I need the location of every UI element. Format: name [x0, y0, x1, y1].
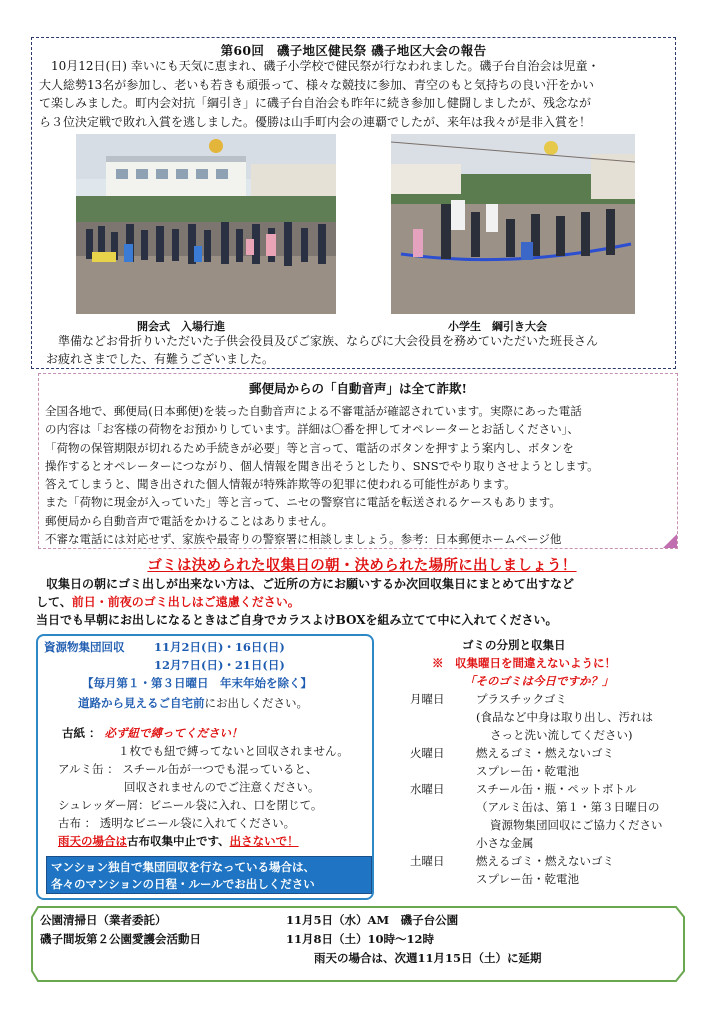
tuesday-item: 燃えるゴミ・燃えないゴミ — [476, 746, 614, 760]
monday-label: 月曜日 — [410, 692, 445, 706]
festival-report-body — [39, 57, 669, 131]
wednesday-note: （アルミ缶は、第１・第３日曜日の — [476, 800, 660, 814]
festival-line: ら３位決定戦で敗れ入賞を逃しました。優勝は山手町内会の連覇でしたが、来年は我々が是非入賞を！ — [39, 114, 592, 129]
mansion-notice-line: 各々のマンションの日程・ルールでお出しください — [51, 877, 315, 891]
aluminum-can-rule: アルミ缶 ： スチール缶が一つでも混っていると、 — [58, 762, 318, 776]
slope-park-label: 磯子間坂第２公園愛護会活動日 — [40, 932, 201, 946]
monday-item: プラスチックゴミ — [476, 692, 567, 706]
thanks-line: お疲れさまでした、有難うございました。 — [46, 351, 275, 366]
schedule-warning: ※ 収集曜日を間違えないように！ — [432, 656, 616, 670]
scam-line: 全国各地で、郵便局(日本郵便)を装った自動音声による不審電話が確認されています。実際にあった電話 — [45, 404, 582, 418]
aluminum-can-detail: 回収されませんのでご注意ください。 — [124, 780, 320, 794]
festival-report-title: 第60回 磯子地区健民祭 磯子地区大会の報告 — [220, 43, 487, 58]
park-activities-section — [30, 905, 686, 983]
slope-park-date: 11月8日（土）10時～12時 — [286, 932, 435, 946]
shredder-rule: シュレッダー屑：ビニール袋に入れ、口を閉じて。 — [58, 798, 323, 812]
festival-line: 大人総勢13名が参加し、老いも若きも頑張って、様々な競技に参加、青空のもと気持ちの良い汗をかい — [39, 77, 595, 92]
festival-line: 10月12日(日) 幸いにも天気に恵まれ、磯子小学校で健民祭が行なわれました。磯子台自治会は児童・ — [39, 59, 600, 73]
schedule-title: ゴミの分別と収集日 — [462, 638, 566, 652]
recycling-dates-november: 11月2日(日)・16日(日) — [154, 640, 285, 654]
do-not-put-out-warning: 出さないで！ — [229, 834, 299, 848]
park-rain-note: 雨天の場合は、次週11月15日（土）に延期 — [314, 951, 542, 965]
tuesday-item: スプレー缶・乾電池 — [476, 764, 580, 778]
garbage-rules-heading: ゴミは決められた収集日の朝・決められた場所に出しましょう！ — [147, 557, 577, 574]
scam-warning-section — [38, 373, 678, 549]
monday-note: さっと洗い流してください) — [490, 728, 633, 742]
scam-warning-body — [45, 402, 671, 548]
rain-prefix: 雨天の場合は — [58, 834, 127, 848]
schedule-question: 「そのゴミは今日ですか？」 — [464, 674, 614, 688]
garbage-rules-body — [36, 575, 704, 629]
saturday-item: スプレー缶・乾電池 — [476, 872, 580, 886]
scam-line: また「荷物に現金が入っていた」等と言って、ニセの警察官に電話を転送されるケースもあります。 — [45, 495, 561, 510]
wednesday-note: 資源物集団回収にご協力ください — [490, 818, 663, 832]
recycling-title: 資源物集団回収 — [44, 640, 125, 654]
garbage-line: 収集日の朝にゴミ出しが出来ない方は、ご近所の方にお願いするか次回収集日にまとめて出すなど — [46, 577, 575, 591]
monday-note: (食品など中身は取り出し、汚れは — [476, 710, 653, 724]
opening-ceremony-photo — [76, 134, 336, 314]
thanks-line: 準備などお骨折りいただいた子供会役員及びご家族、ならびに大会役員を務めていただいた班長さん — [58, 334, 599, 348]
mansion-notice-line: マンション独自で集団回収を行なっている場合は、 — [51, 860, 315, 874]
park-cleaning-label: 公園清掃日（業者委託） — [40, 913, 167, 927]
saturday-label: 土曜日 — [410, 854, 445, 868]
tuesday-label: 火曜日 — [410, 746, 445, 760]
recycling-collection-box — [36, 634, 374, 900]
park-cleaning-date: 11月5日（水）AM 磯子台公園 — [286, 913, 459, 927]
scam-line: 不審な電話には対応せず、家族や最寄りの警察署に相談しましょう。参考：日本郵便ホームページ他 — [45, 532, 562, 547]
wednesday-item: スチール缶・瓶・ペットボトル — [476, 782, 637, 796]
old-cloth-rule: 古布 ： 透明なビニール袋に入れてください。 — [58, 816, 296, 830]
rain-middle: 古布収集中止です、 — [127, 834, 230, 848]
scam-line: の内容は「お客様の荷物をお預かりしています。詳細は〇番を押してオペレーターとお話しください」、 — [45, 422, 579, 437]
visible-from-road: 道路から見えるご自宅前 — [78, 696, 205, 710]
tug-of-war-caption: 小学生 綱引き大会 — [448, 320, 547, 333]
festival-line: て楽しみました。町内会対抗「綱引き」に磯子台自治会も昨年に続き参加し健闘しましたが、残念なが — [39, 96, 592, 110]
garbage-line: 当日でも早朝にお出しになるときはご自身でカラスよけBOXを組み立てて中に入れてください。 — [36, 613, 558, 627]
scam-line: 「荷物の保管期限が切れるため手続きが必要」等と言って、電話のボタンを押すよう案内し、ボタンを — [45, 440, 574, 455]
tug-of-war-photo — [391, 134, 663, 314]
page-curl-decoration — [663, 534, 677, 548]
garbage-line — [36, 593, 704, 611]
old-paper-label: 古紙 ： — [62, 726, 101, 740]
scam-line: 操作するとオペレーターにつながり、個人情報を聞き出そうとしたり、SNSでやり取りさせようとします。 — [45, 458, 599, 473]
festival-thanks — [46, 333, 684, 368]
scam-warning-title: 郵便局からの「自動音声」は全て詐欺! — [249, 381, 467, 396]
opening-ceremony-caption: 開会式 入場行進 — [137, 320, 225, 333]
recycling-dates-december: 12月7日(日)・21日(日) — [154, 658, 285, 672]
wednesday-label: 水曜日 — [410, 782, 445, 796]
rain-cloth-rule — [58, 832, 299, 850]
recycling-exception-note: 【毎月第１・第３日曜日 年末年始を除く】 — [82, 676, 312, 690]
old-paper-rule — [62, 724, 243, 742]
tie-with-string-warning: 必ず紐で縛ってください！ — [104, 726, 243, 740]
night-before-warning: 前日・前夜のゴミ出しはご遠慮ください。 — [71, 595, 300, 609]
visible-from-road-suffix: にお出しください。 — [204, 696, 308, 710]
recycling-location-note — [78, 694, 308, 712]
wednesday-item: 小さな金属 — [476, 836, 534, 850]
scam-line: 答えてしまうと、聞き出された個人情報が特殊詐欺等の犯罪に使われる可能性があります。 — [45, 477, 516, 492]
mansion-collection-notice — [46, 856, 372, 894]
garbage-line-prefix: して、 — [36, 595, 72, 609]
old-paper-detail: １枚でも紐で縛ってないと回収されません。 — [118, 744, 349, 758]
saturday-item: 燃えるゴミ・燃えないゴミ — [476, 854, 614, 868]
scam-line: 郵便局から自動音声で電話をかけることはありません。 — [45, 513, 334, 528]
